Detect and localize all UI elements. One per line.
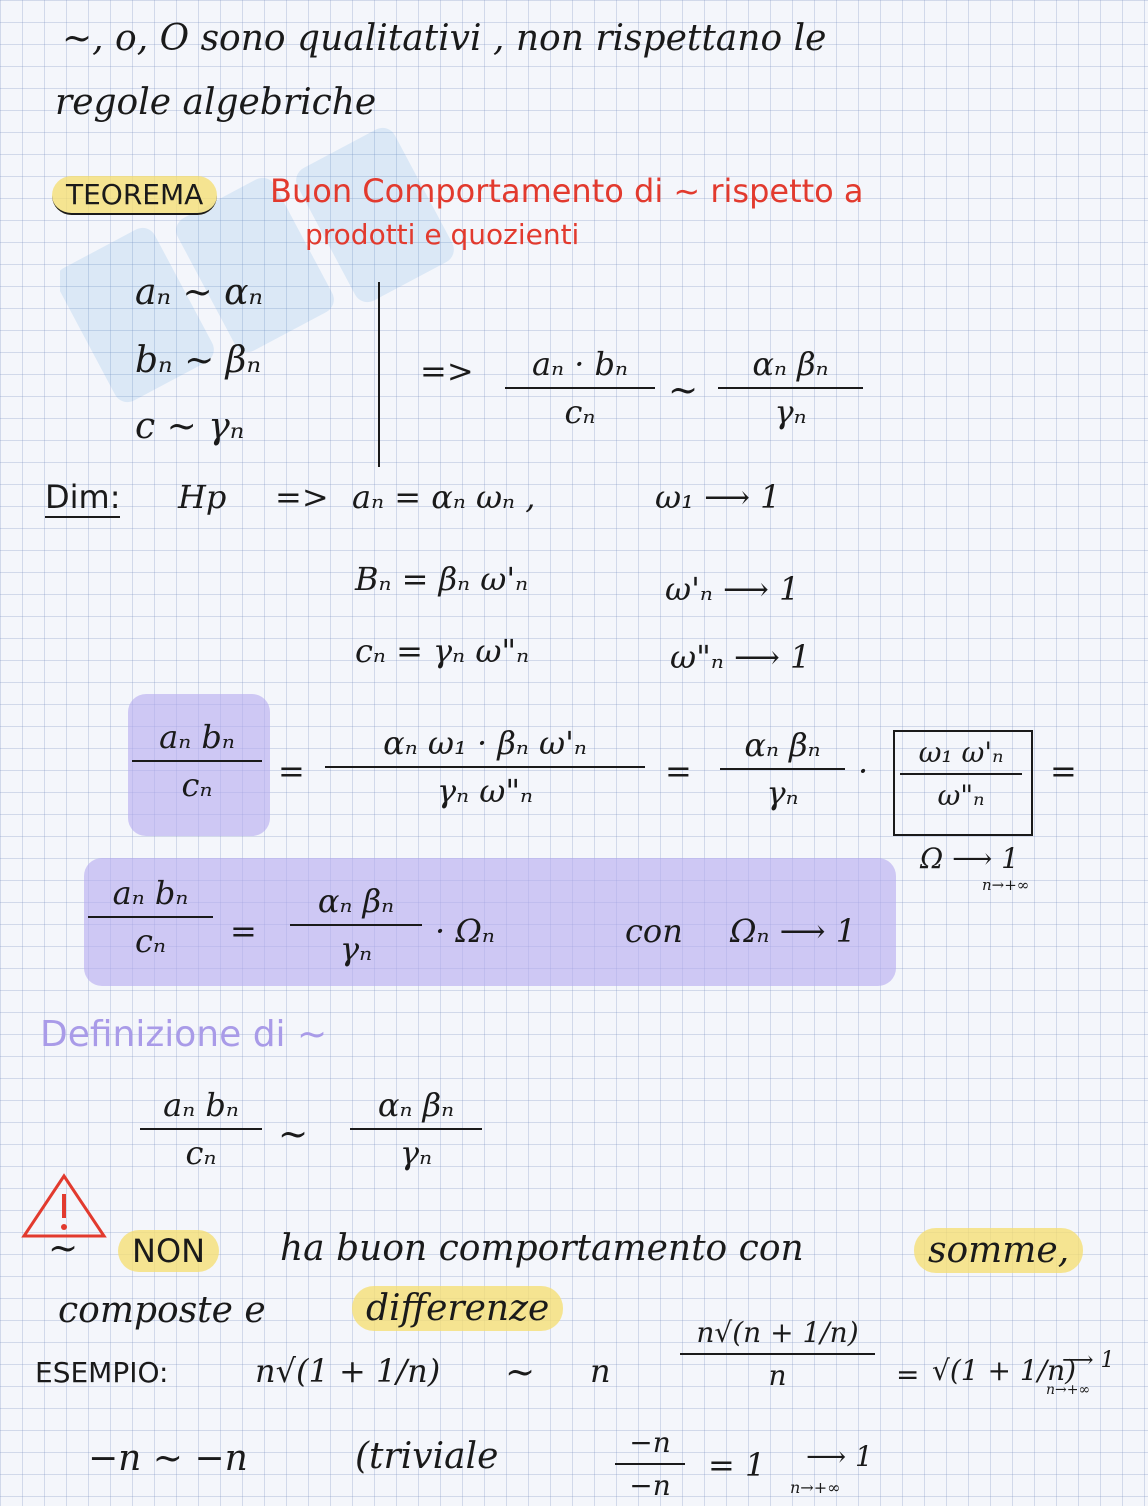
fraction-bar xyxy=(900,773,1022,775)
example-sim: ~ xyxy=(505,1352,536,1393)
hypotheses-brace xyxy=(378,282,380,467)
derivation-fraction-1 xyxy=(132,718,262,804)
trivial-fraction xyxy=(615,1426,685,1502)
derivation-eq-1: = xyxy=(278,752,305,790)
proof-arrow: => xyxy=(275,478,329,516)
theorem-title-line-1: Buon Comportamento di ~ rispetto a xyxy=(270,172,864,210)
omega-note: Ω ⟶ 1 xyxy=(920,842,1019,875)
proof-lim-1: ω₁ ⟶ 1 xyxy=(655,478,781,516)
warning-text-2: composte e xyxy=(58,1290,266,1331)
theorem-label-text: TEOREMA xyxy=(52,176,217,215)
derivation-f3-den: γₙ xyxy=(766,774,799,812)
definition-f1-den: cₙ xyxy=(185,1134,217,1172)
derivation-f2-num: αₙ ω₁ · βₙ ω'ₙ xyxy=(383,724,587,762)
fraction-bar xyxy=(505,387,655,389)
definition-sim: ~ xyxy=(278,1114,309,1155)
warning-somme-wrapper xyxy=(914,1230,1083,1271)
result-fraction-1 xyxy=(88,874,213,960)
warning-differenze: differenze xyxy=(352,1286,563,1331)
example-lim-sub: n→+∞ xyxy=(1046,1382,1091,1398)
result-f1-num: aₙ bₙ xyxy=(112,874,189,912)
trivial-lim-sub: n→+∞ xyxy=(790,1478,841,1497)
fraction-bar xyxy=(615,1463,685,1465)
proof-eq-2: Bₙ = βₙ ω'ₙ xyxy=(355,560,529,598)
fraction-bar xyxy=(718,387,863,389)
derivation-fraction-4 xyxy=(900,736,1022,812)
hypothesis-3: c ~ γₙ xyxy=(135,406,245,447)
result-f1-den: cₙ xyxy=(135,922,166,960)
derivation-f1-num: aₙ bₙ xyxy=(159,718,235,756)
derivation-fraction-3 xyxy=(720,726,845,812)
example-fraction xyxy=(680,1316,875,1392)
omega-note-sub: n→+∞ xyxy=(982,876,1030,894)
proof-lim-3: ω"ₙ ⟶ 1 xyxy=(670,638,811,676)
definition-f2-num: αₙ βₙ xyxy=(377,1086,455,1124)
result-eq: = xyxy=(230,912,257,950)
warning-sim: ~ xyxy=(48,1228,79,1269)
warning-somme: somme, xyxy=(914,1228,1083,1273)
result-omega: · Ωₙ xyxy=(435,912,495,950)
theorem-title-line-2: prodotti e quozienti xyxy=(305,218,580,251)
result-con: con xyxy=(625,912,683,950)
definition-fraction-1 xyxy=(140,1086,262,1172)
intro-line-1: ~, o, O sono qualitativi , non rispettano le xyxy=(62,18,827,59)
proof-eq-3: cₙ = γₙ ω"ₙ xyxy=(355,632,530,670)
definition-f1-num: aₙ bₙ xyxy=(163,1086,239,1124)
example-expr-1: n√(1 + 1/n) xyxy=(255,1352,441,1390)
theorem-label xyxy=(52,178,217,211)
example-frac-num: n√(n + 1/n) xyxy=(696,1316,859,1349)
implication-lhs-num: aₙ · bₙ xyxy=(531,345,628,383)
warning-text-1: ha buon comportamento con xyxy=(280,1228,804,1269)
fraction-bar xyxy=(290,924,422,926)
warning-non-wrapper xyxy=(118,1232,219,1270)
example-result: √(1 + 1/n) xyxy=(932,1354,1077,1387)
derivation-eq-3: = xyxy=(1050,752,1077,790)
implication-sim: ~ xyxy=(668,370,699,411)
definition-f2-den: γₙ xyxy=(399,1134,433,1172)
fraction-bar xyxy=(350,1128,482,1130)
implication-rhs-fraction xyxy=(718,345,863,431)
implication-lhs-den: cₙ xyxy=(564,393,596,431)
derivation-f1-den: cₙ xyxy=(181,766,213,804)
trivial-note: (triviale xyxy=(355,1436,499,1477)
example-frac-den: n xyxy=(768,1359,787,1392)
proof-label: Dim: xyxy=(45,478,121,516)
result-f2-num: αₙ βₙ xyxy=(317,882,395,920)
derivation-fraction-2 xyxy=(325,724,645,810)
derivation-f4-den: ω"ₙ xyxy=(937,779,985,812)
derivation-f2-den: γₙ ω"ₙ xyxy=(436,772,534,810)
result-f2-den: γₙ xyxy=(339,930,373,968)
intro-line-2: regole algebriche xyxy=(55,82,377,123)
fraction-bar xyxy=(88,916,213,918)
example-label: ESEMPIO: xyxy=(35,1356,169,1389)
derivation-eq-2: = xyxy=(665,752,692,790)
hypothesis-2: bₙ ~ βₙ xyxy=(135,340,262,381)
derivation-f4-num: ω₁ ω'ₙ xyxy=(918,736,1004,769)
trivial-frac-den: −n xyxy=(629,1469,671,1502)
implication-lhs-fraction xyxy=(505,345,655,431)
definition-fraction-2 xyxy=(350,1086,482,1172)
trivial-lim: ⟶ 1 xyxy=(806,1440,873,1473)
implication-arrow: => xyxy=(420,352,474,390)
trivial-frac-num: −n xyxy=(629,1426,671,1459)
fraction-bar xyxy=(720,768,845,770)
result-fraction-2 xyxy=(290,882,422,968)
definition-title: Definizione di ~ xyxy=(40,1014,328,1055)
result-omega-lim: Ωₙ ⟶ 1 xyxy=(730,912,857,950)
warning-non: NON xyxy=(118,1230,219,1272)
hypothesis-1: aₙ ~ αₙ xyxy=(135,272,264,313)
proof-eq-1: aₙ = αₙ ωₙ , xyxy=(352,478,536,516)
fraction-bar xyxy=(325,766,645,768)
implication-rhs-num: αₙ βₙ xyxy=(752,345,829,383)
proof-lim-2: ω'ₙ ⟶ 1 xyxy=(665,570,800,608)
implication-rhs-den: γₙ xyxy=(774,393,807,431)
trivial-eq: = 1 xyxy=(708,1446,766,1484)
fraction-bar xyxy=(132,760,262,762)
trivial-expr: −n ~ −n xyxy=(88,1438,248,1479)
watermark-logo xyxy=(60,120,520,460)
example-lim: ⟶ 1 xyxy=(1062,1348,1115,1373)
fraction-bar xyxy=(680,1353,875,1355)
example-n: n xyxy=(590,1352,611,1390)
derivation-f3-num: αₙ βₙ xyxy=(744,726,821,764)
fraction-bar xyxy=(140,1128,262,1130)
derivation-dot: · xyxy=(858,752,869,790)
example-eq: = xyxy=(896,1358,920,1391)
warning-differenze-wrapper xyxy=(352,1288,563,1329)
proof-hp: Hp xyxy=(178,478,227,516)
